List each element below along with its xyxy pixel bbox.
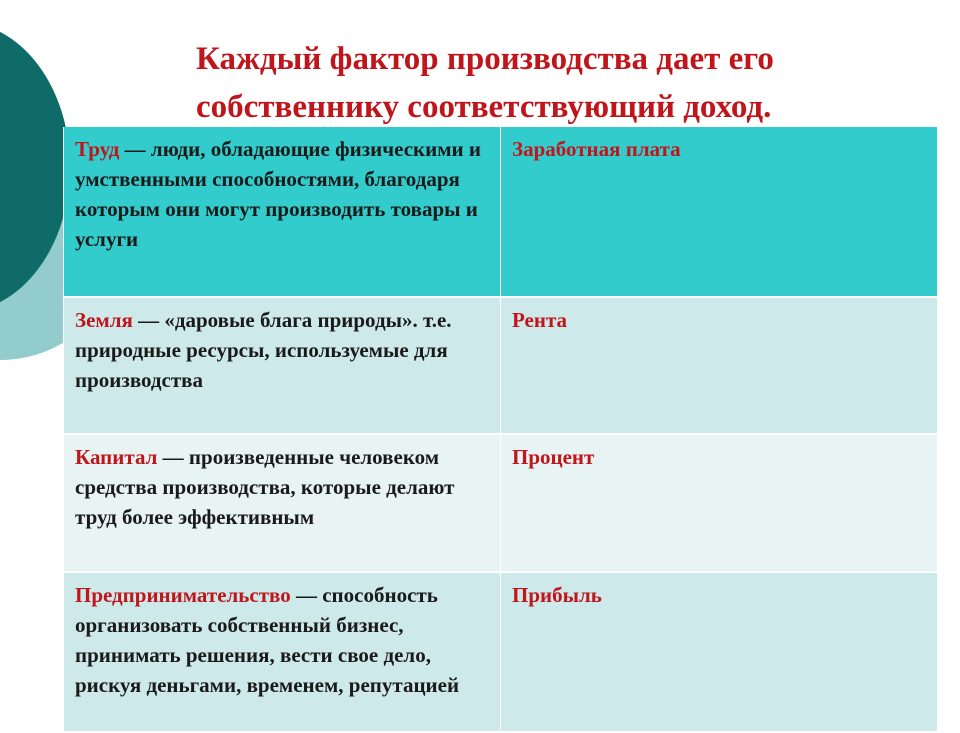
factor-term: Капитал xyxy=(75,445,158,469)
factor-cell xyxy=(64,127,501,297)
factor-cell xyxy=(64,297,501,434)
factor-description: — способность организовать собственный бизнес, принимать решения, вести свое дело, рискуя деньгами, временем, репутацией xyxy=(75,583,460,697)
factor-description: — «даровые блага природы». т.е. природные ресурсы, используемые для производства xyxy=(75,308,452,392)
income-cell xyxy=(501,572,938,732)
factors-income-table xyxy=(63,127,938,733)
income-cell xyxy=(501,434,938,572)
table-row xyxy=(64,572,938,732)
factor-term: Труд xyxy=(75,137,120,161)
factor-term: Земля xyxy=(75,308,133,332)
income-type: Процент xyxy=(512,445,595,469)
factor-cell xyxy=(64,572,501,732)
table-row xyxy=(64,127,938,297)
factor-term: Предпринимательство xyxy=(75,583,291,607)
table-row xyxy=(64,297,938,434)
income-type: Рента xyxy=(512,308,568,332)
income-type: Прибыль xyxy=(512,583,602,607)
income-cell xyxy=(501,127,938,297)
factor-description: — люди, обладающие физическими и умственными способностями, благодаря которым они могут производить товары и услуги xyxy=(75,137,481,251)
income-type: Заработная плата xyxy=(512,137,681,161)
income-cell xyxy=(501,297,938,434)
table-row xyxy=(64,434,938,572)
factor-cell xyxy=(64,434,501,572)
slide-title: Каждый фактор производства дает его собственнику соответствующий доход. xyxy=(196,41,774,125)
factor-description: — произведенные человеком средства производства, которые делают труд более эффективным xyxy=(75,445,455,529)
